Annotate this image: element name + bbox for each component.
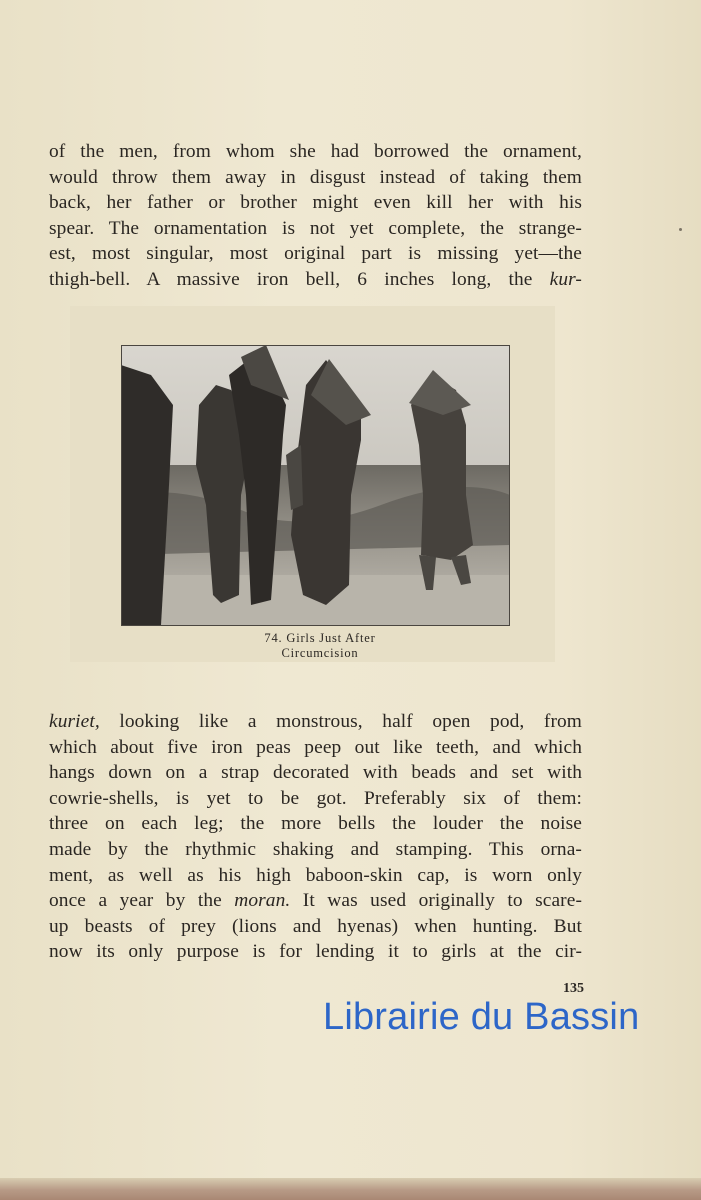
text-line xyxy=(49,267,582,293)
text-line: three on each leg; the more bells the louder the noise xyxy=(49,813,582,835)
text-run: thigh-bell. A massive iron bell, 6 inches long, the xyxy=(49,268,550,290)
text-line: spear. The ornamentation is not yet complete, the strange- xyxy=(49,217,582,239)
text-line: back, her father or brother might even kill her with his xyxy=(49,192,582,214)
text-line: made by the rhythmic shaking and stamping. This orna- xyxy=(49,838,582,860)
page-bottom-edge xyxy=(0,1178,701,1200)
paper-speck xyxy=(679,228,682,231)
figure-photograph xyxy=(121,345,510,626)
text-line: hangs down on a strap decorated with beads and set with xyxy=(49,762,582,784)
text-line: up beasts of prey (lions and hyenas) when hunting. But xyxy=(49,915,582,937)
text-line: of the men, from whom she had borrowed the ornament, xyxy=(49,141,582,162)
text-line: now its only purpose is for lending it to girls at the cir- xyxy=(49,941,582,963)
italic-word: kuriet, xyxy=(49,711,100,732)
text-run: once a year by the xyxy=(49,890,235,912)
italic-word: moran. xyxy=(234,890,291,912)
text-line xyxy=(49,888,582,914)
paragraph-top xyxy=(49,139,582,293)
caption-line: Circumcision xyxy=(281,646,359,660)
page-number: 135 xyxy=(563,981,584,996)
text-line xyxy=(49,709,582,735)
text-line: ment, as well as his high baboon-skin cap, is worn only xyxy=(49,864,582,886)
paragraph-bottom xyxy=(49,709,582,965)
watermark: Librairie du Bassin xyxy=(323,996,640,1038)
text-line: would throw them away in disgust instead of taking them xyxy=(49,166,582,188)
text-run: looking like a monstrous, half open pod, from xyxy=(99,711,582,732)
text-line: which about five iron peas peep out like teeth, and which xyxy=(49,736,582,758)
figure-caption xyxy=(200,631,440,661)
text-line: cowrie-shells, is yet to be got. Preferably six of them: xyxy=(49,787,582,809)
photo-illustration xyxy=(121,345,510,626)
caption-line: 74. Girls Just After xyxy=(264,631,376,645)
text-run: It was used originally to scare- xyxy=(290,890,583,912)
italic-word: kur- xyxy=(549,268,582,290)
text-line: est, most singular, most original part is missing yet—the xyxy=(49,243,582,265)
